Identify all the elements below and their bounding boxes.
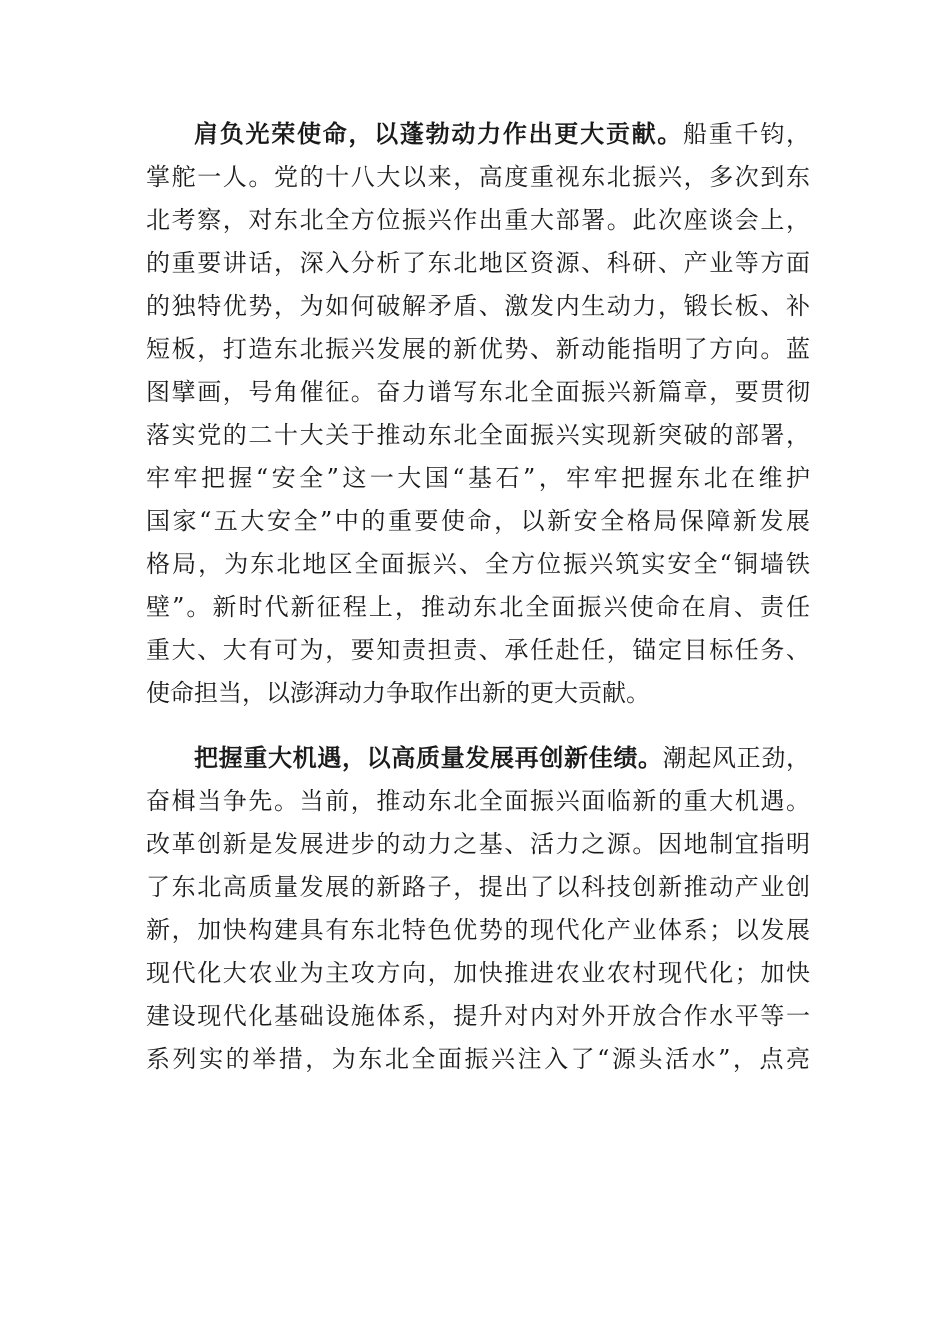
text-line: 掌舵一人。党的十八大以来，高度重视东北振兴，多次到东 [146,163,810,191]
text-line: 国家“五大安全”中的重要使命，以新安全格局保障新发展 [146,507,810,535]
text-line: 了东北高质量发展的新路子，提出了以科技创新推动产业创 [146,873,810,901]
text-line: 系列实的举措，为东北全面振兴注入了“源头活水”，点亮 [146,1045,810,1073]
text-line: 的独特优势，为如何破解矛盾、激发内生动力，锻长板、补 [146,292,810,320]
text-line: 北考察，对东北全方位振兴作出重大部署。此次座谈会上， [146,206,810,234]
text-line: 格局，为东北地区全面振兴、全方位振兴筑实安全“铜墙铁 [146,550,810,578]
text-line: 重大、大有可为，要知责担责、承任赴任，锚定目标任务、 [146,636,810,664]
paragraph-1-lead-sentence: 肩负光荣使命，以蓬勃动力作出更大贡献。 [194,120,684,148]
paragraph-1 [146,113,810,715]
paragraph-2-first-line-rest: 潮起风正劲， [662,744,811,772]
text-line: 壁”。新时代新征程上，推动东北全面振兴使命在肩、责任 [146,593,810,621]
text-line: 现代化大农业为主攻方向，加快推进农业农村现代化；加快 [146,959,810,987]
text-line: 建设现代化基础设施体系，提升对内对外开放合作水平等一 [146,1002,810,1030]
text-line: 图擘画，号角催征。奋力谱写东北全面振兴新篇章，要贯彻 [146,378,810,406]
article-body [146,113,810,1081]
text-line: 奋楫当争先。当前，推动东北全面振兴面临新的重大机遇。 [146,787,810,815]
text-line: 牢牢把握“安全”这一大国“基石”，牢牢把握东北在维护 [146,464,810,492]
text-line: 的重要讲话，深入分析了东北地区资源、科研、产业等方面 [146,249,810,277]
paragraph-2-first-line [146,737,810,780]
text-line: 新，加快构建具有东北特色优势的现代化产业体系；以发展 [146,916,810,944]
text-line: 落实党的二十大关于推动东北全面振兴实现新突破的部署， [146,421,810,449]
paragraph-2-lead-sentence: 把握重大机遇，以高质量发展再创新佳绩。 [194,744,663,772]
text-line: 使命担当，以澎湃动力争取作出新的更大贡献。 [146,679,650,707]
text-line: 短板，打造东北振兴发展的新优势、新动能指明了方向。蓝 [146,335,810,363]
paragraph-spacer [146,715,810,737]
paragraph-2 [146,737,810,1081]
paragraph-1-first-line [146,113,810,156]
paragraph-1-first-line-rest: 船重千钧， [683,120,811,148]
text-line: 改革创新是发展进步的动力之基、活力之源。因地制宜指明 [146,830,810,858]
